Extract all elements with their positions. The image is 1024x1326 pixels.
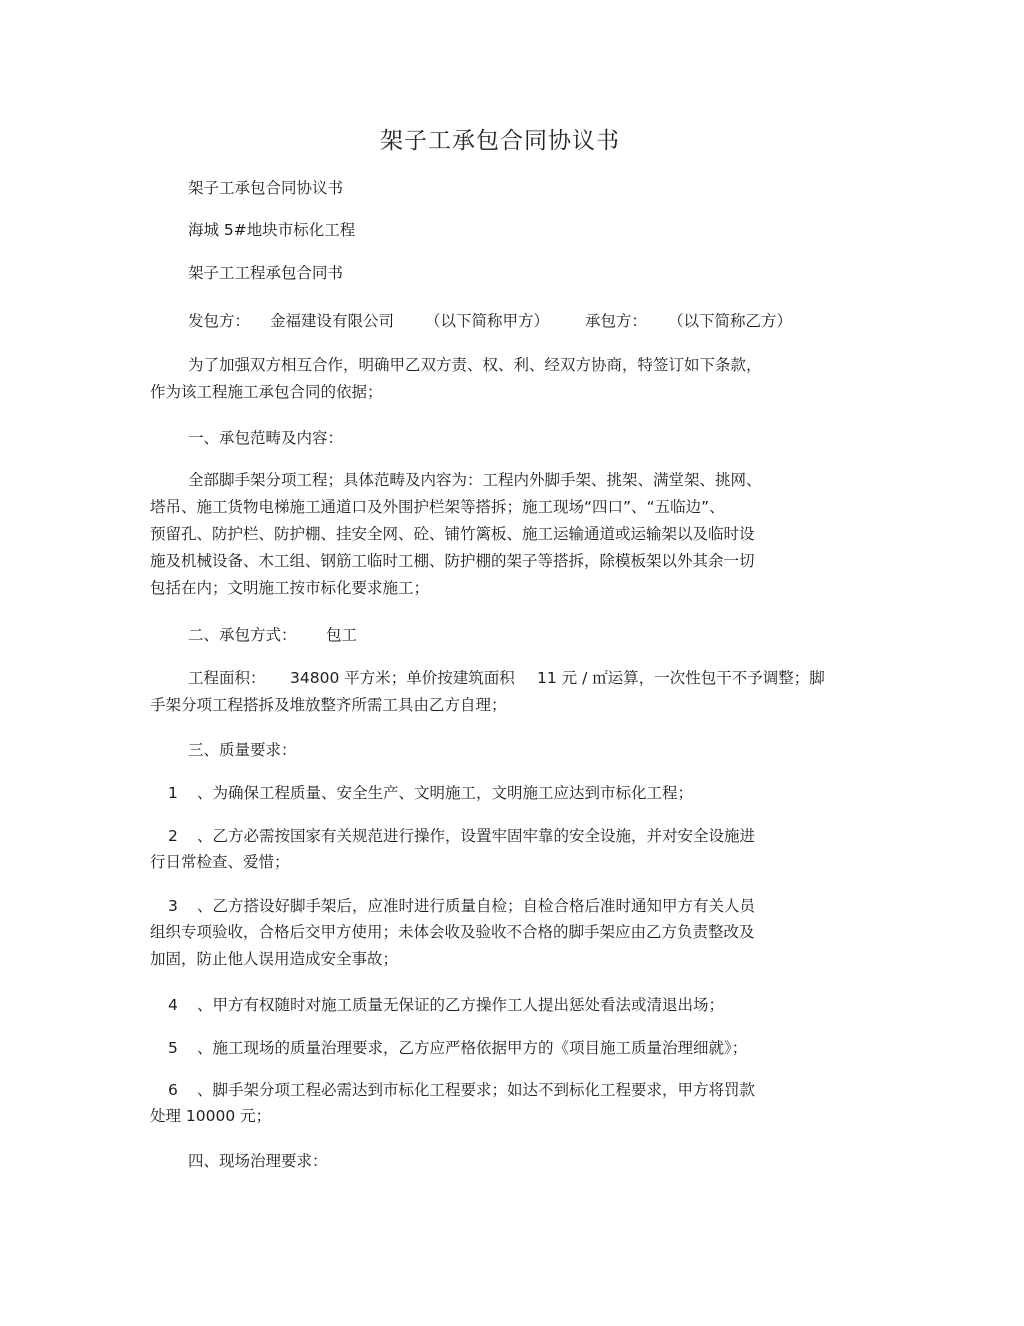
contractor-label: 承包方： xyxy=(585,312,648,330)
item-1-line-1: 、为确保工程质量、安全生产、文明施工，文明施工应达到市标化工程； xyxy=(197,784,694,802)
employer-abbr: （以下简称甲方） xyxy=(425,312,550,330)
project-name: 海城 5#地块市标化工程 xyxy=(188,221,356,239)
section2-line-2: 手架分项工程搭拆及堆放整齐所需工具由乙方自理； xyxy=(150,696,507,714)
item-5-line-1: 、施工现场的质量治理要求，乙方应严格依据甲方的《项目施工质量治理细就》； xyxy=(197,1039,748,1057)
document-title: 架子工承包合同协议书 xyxy=(380,128,620,154)
employer-label: 发包方： xyxy=(188,312,251,330)
section1-line-3: 预留孔、防护栏、防护棚、挂安全网、砼、铺竹篱板、施工运输通道或运输架以及临时设 xyxy=(150,525,755,543)
item-4-line-1: 、甲方有权随时对施工质量无保证的乙方操作工人提出惩处看法或清退出场； xyxy=(197,996,725,1014)
employer-name: 金福建设有限公司 xyxy=(270,312,395,330)
unit-price: 11 元 / ㎡运算，一次性包干不予调整；脚 xyxy=(537,669,825,687)
area-value: 34800 平方米；单价按建筑面积 xyxy=(290,669,515,687)
item-6-line-2: 处理 10000 元； xyxy=(150,1107,272,1125)
item-3-line-1: 、乙方搭设好脚手架后，应准时进行质量自检；自检合格后准时通知甲方有关人员 xyxy=(197,897,756,915)
section3-heading: 三、质量要求： xyxy=(188,741,297,759)
section4-heading: 四、现场治理要求： xyxy=(188,1152,328,1170)
intro-line-1: 为了加强双方相互合作，明确甲乙双方责、权、利、经双方协商，特签订如下条款， xyxy=(188,356,762,374)
contract-name: 架子工工程承包合同书 xyxy=(188,264,344,282)
item-5-number: 5 xyxy=(168,1039,178,1057)
intro-line-2: 作为该工程施工承包合同的依据； xyxy=(150,383,383,401)
subtitle: 架子工承包合同协议书 xyxy=(188,179,344,197)
section2-value: 包工 xyxy=(326,626,358,644)
item-2-line-1: 、乙方必需按国家有关规范进行操作，设置牢固牢靠的安全设施，并对安全设施进 xyxy=(197,827,756,845)
item-6-number: 6 xyxy=(168,1081,178,1099)
section1-heading: 一、承包范畴及内容： xyxy=(188,429,344,447)
section1-line-1: 全部脚手架分项工程；具体范畴及内容为：工程内外脚手架、挑架、满堂架、挑网、 xyxy=(188,471,762,489)
item-2-line-2: 行日常检查、爱惜； xyxy=(150,853,290,871)
area-label: 工程面积： xyxy=(188,669,266,687)
item-6-line-1: 、脚手架分项工程必需达到市标化工程要求；如达不到标化工程要求，甲方将罚款 xyxy=(197,1081,756,1099)
section2-heading: 二、承包方式： xyxy=(188,626,297,644)
item-1-number: 1 xyxy=(168,784,178,802)
item-4-number: 4 xyxy=(168,996,178,1014)
item-3-line-3: 加固，防止他人误用造成安全事故； xyxy=(150,950,399,968)
item-3-line-2: 组织专项验收，合格后交甲方使用；未体会收及验收不合格的脚手架应由乙方负责整改及 xyxy=(150,923,755,941)
section1-line-2: 塔吊、施工货物电梯施工通道口及外围护栏架等搭拆；施工现场“四口”、“五临边”、 xyxy=(150,498,725,516)
item-2-number: 2 xyxy=(168,827,178,845)
section1-line-4: 施及机械设备、木工组、钢筋工临时工棚、防护棚的架子等搭拆，除模板架以外其余一切 xyxy=(150,552,755,570)
contractor-abbr: （以下简称乙方） xyxy=(668,312,793,330)
item-3-number: 3 xyxy=(168,897,178,915)
section1-line-5: 包括在内；文明施工按市标化要求施工； xyxy=(150,579,430,597)
